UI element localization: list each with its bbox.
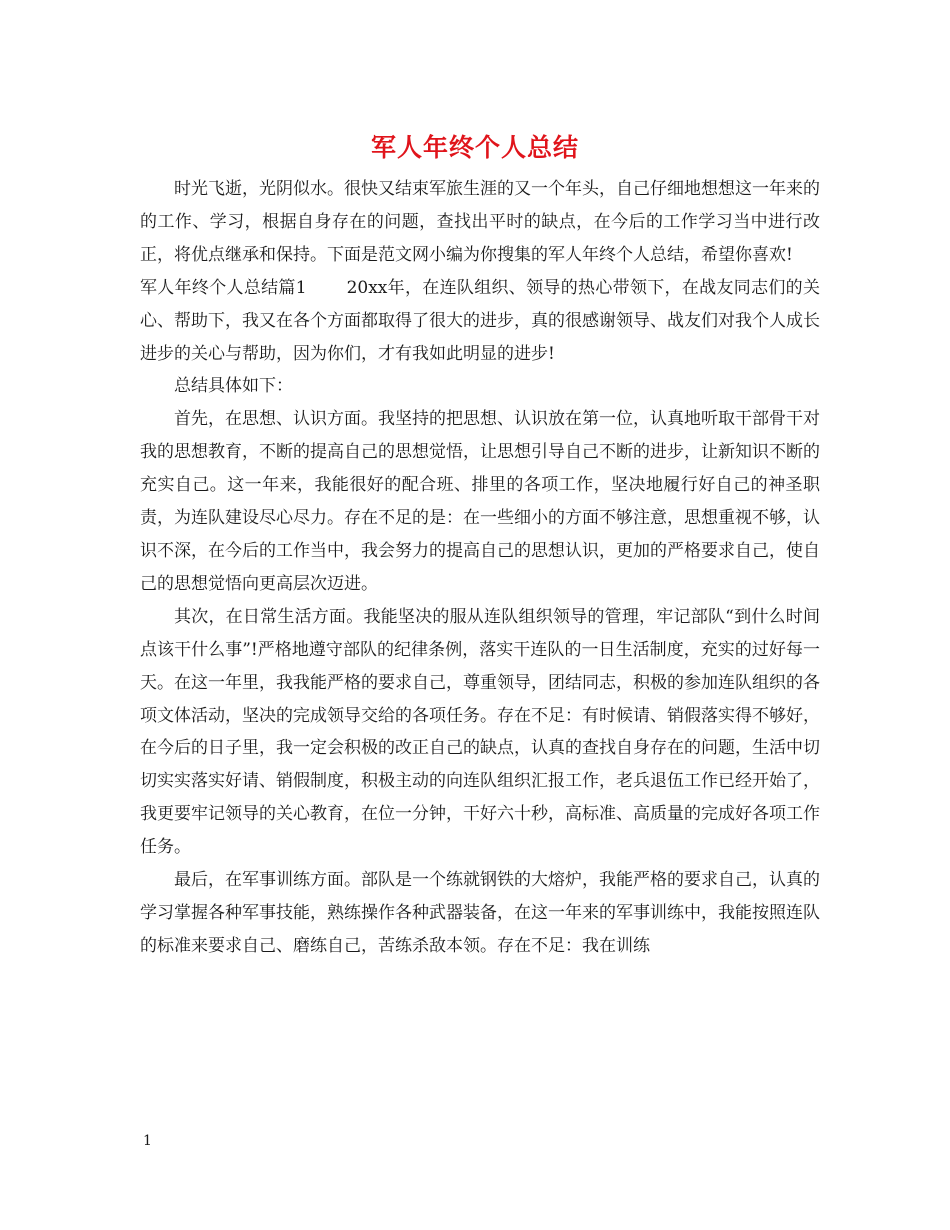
thought-paragraph: 首先，在思想、认识方面。我坚持的把思想、认识放在第一位，认真地听取干部骨干对我的思想教育，不断的提高自己的思想觉悟，让思想引导自己不断的进步，让新知识不断的充实自己。这一年来，我能很好的配合班、排里的各项工作，坚决地履行好自己的神圣职责，为连队建设尽心尽力。存在不足的是：在一些细小的方面不够注意，思想重视不够，认识不深，在今后的工作当中，我会努力的提高自己的思想认识，更加的严格要求自己，使自己的思想觉悟向更高层次迈进。	[140, 409, 820, 594]
section-text: 20xx年，在连队组织、领导的热心带领下，在战友同志们的关心、帮助下，我又在各个方面都取得了很大的进步，真的很感谢领导、战友们对我个人成长进步的关心与帮助，因为你们，才有我如此明显的进步!	[140, 277, 820, 364]
intro-paragraph: 时光飞逝，光阴似水。很快又结束军旅生涯的又一个年头，自己仔细地想想这一年来的的工作、学习，根据自身存在的问题，查找出平时的缺点，在今后的工作学习当中进行改正，将优点继承和保持。下面是范文网小编为你搜集的军人年终个人总结，希望你喜欢!	[140, 179, 820, 265]
summary-intro-paragraph: 总结具体如下：	[174, 376, 293, 397]
military-training-paragraph: 最后，在军事训练方面。部队是一个练就钢铁的大熔炉，我能严格的要求自己，认真的学习掌握各种军事技能，熟练操作各种武器装备，在这一年来的军事训练中，我能按照连队的标准来要求自己、磨练自己，苦练杀敌本领。存在不足：我在训练	[140, 870, 820, 956]
section-heading: 军人年终个人总结篇1	[140, 277, 307, 298]
page-number: 1	[143, 1133, 152, 1149]
document-body	[140, 173, 820, 963]
daily-life-paragraph: 其次，在日常生活方面。我能坚决的服从连队组织领导的管理，牢记部队“到什么时间点该干什么事”!严格地遵守部队的纪律条例，落实干连队的一日生活制度，充实的过好每一天。在这一年里，我我能严格的要求自己，尊重领导，团结同志，积极的参加连队组织的各项文体活动，坚决的完成领导交给的各项任务。存在不足：有时候请、销假落实得不够好，在今后的日子里，我一定会积极的改正自己的缺点，认真的查找自身存在的问题，生活中切切实实落实好请、销假制度，积极主动的向连队组织汇报工作，老兵退伍工作已经开始了，我更要牢记领导的关心教育，在位一分钟，干好六十秒，高标准、高质量的完成好各项工作任务。	[140, 606, 820, 858]
document-title: 军人年终个人总结	[370, 133, 579, 162]
section-paragraph	[140, 272, 820, 371]
